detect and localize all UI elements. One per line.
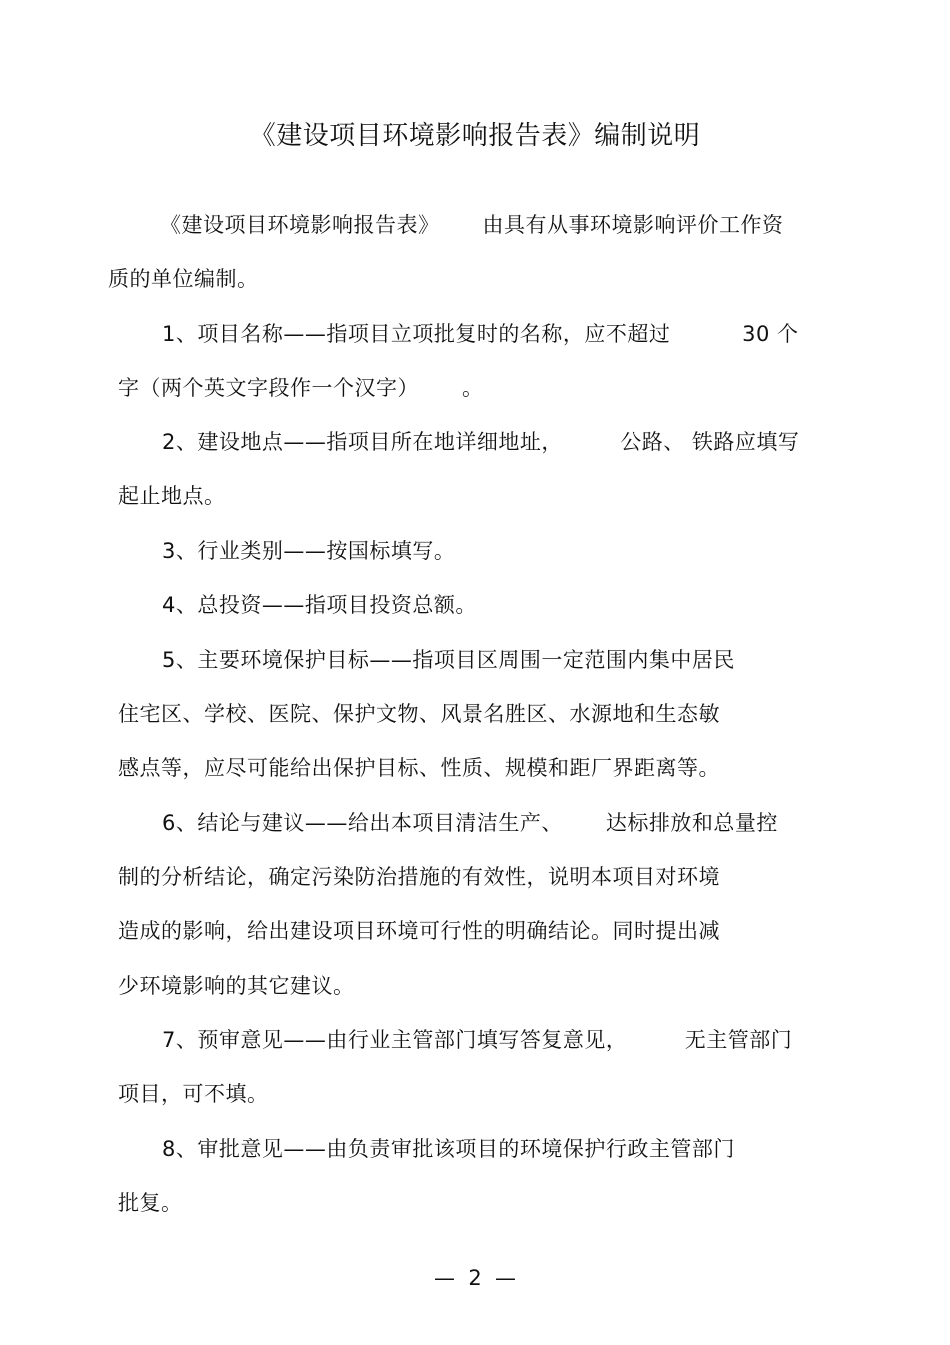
item-3-line-1: 3、行业类别——按国标填写。	[162, 539, 456, 563]
item-6-line-1: 6、结论与建议——给出本项目清洁生产、 达标排放和总量控	[162, 811, 778, 835]
item-7-line-1: 7、预审意见——由行业主管部门填写答复意见， 无主管部门	[162, 1028, 793, 1052]
item-1-line-2: 字（两个英文字段作一个汉字） 。	[118, 376, 484, 400]
item-5-line-2: 住宅区、学校、医院、保护文物、风景名胜区、水源地和生态敏	[118, 702, 720, 726]
item-8-line-2: 批复。	[118, 1191, 183, 1215]
document-title: 《建设项目环境影响报告表》编制说明	[249, 121, 701, 151]
item-2-line-1: 2、建设地点——指项目所在地详细地址， 公路、 铁路应填写	[162, 430, 800, 454]
item-1-line-1: 1、项目名称——指项目立项批复时的名称，应不超过 30 个	[162, 322, 799, 346]
item-2-line-2: 起止地点。	[118, 484, 226, 508]
page-number: — 2 —	[433, 1266, 517, 1290]
item-6-line-4: 少环境影响的其它建议。	[118, 974, 355, 998]
intro-line-1: 《建设项目环境影响报告表》 由具有从事环境影响评价工作资	[160, 213, 784, 237]
intro-line-2: 质的单位编制。	[108, 267, 259, 291]
item-5-line-3: 感点等，应尽可能给出保护目标、性质、规模和距厂界距离等。	[118, 756, 720, 780]
item-5-line-1: 5、主要环境保护目标——指项目区周围一定范围内集中居民	[162, 648, 735, 672]
item-6-line-2: 制的分析结论，确定污染防治措施的有效性，说明本项目对环境	[118, 865, 720, 889]
item-6-line-3: 造成的影响，给出建设项目环境可行性的明确结论。同时提出减	[118, 919, 720, 943]
item-8-line-1: 8、审批意见——由负责审批该项目的环境保护行政主管部门	[162, 1137, 735, 1161]
item-4-line-1: 4、总投资——指项目投资总额。	[162, 593, 477, 617]
item-7-line-2: 项目，可不填。	[118, 1082, 269, 1106]
